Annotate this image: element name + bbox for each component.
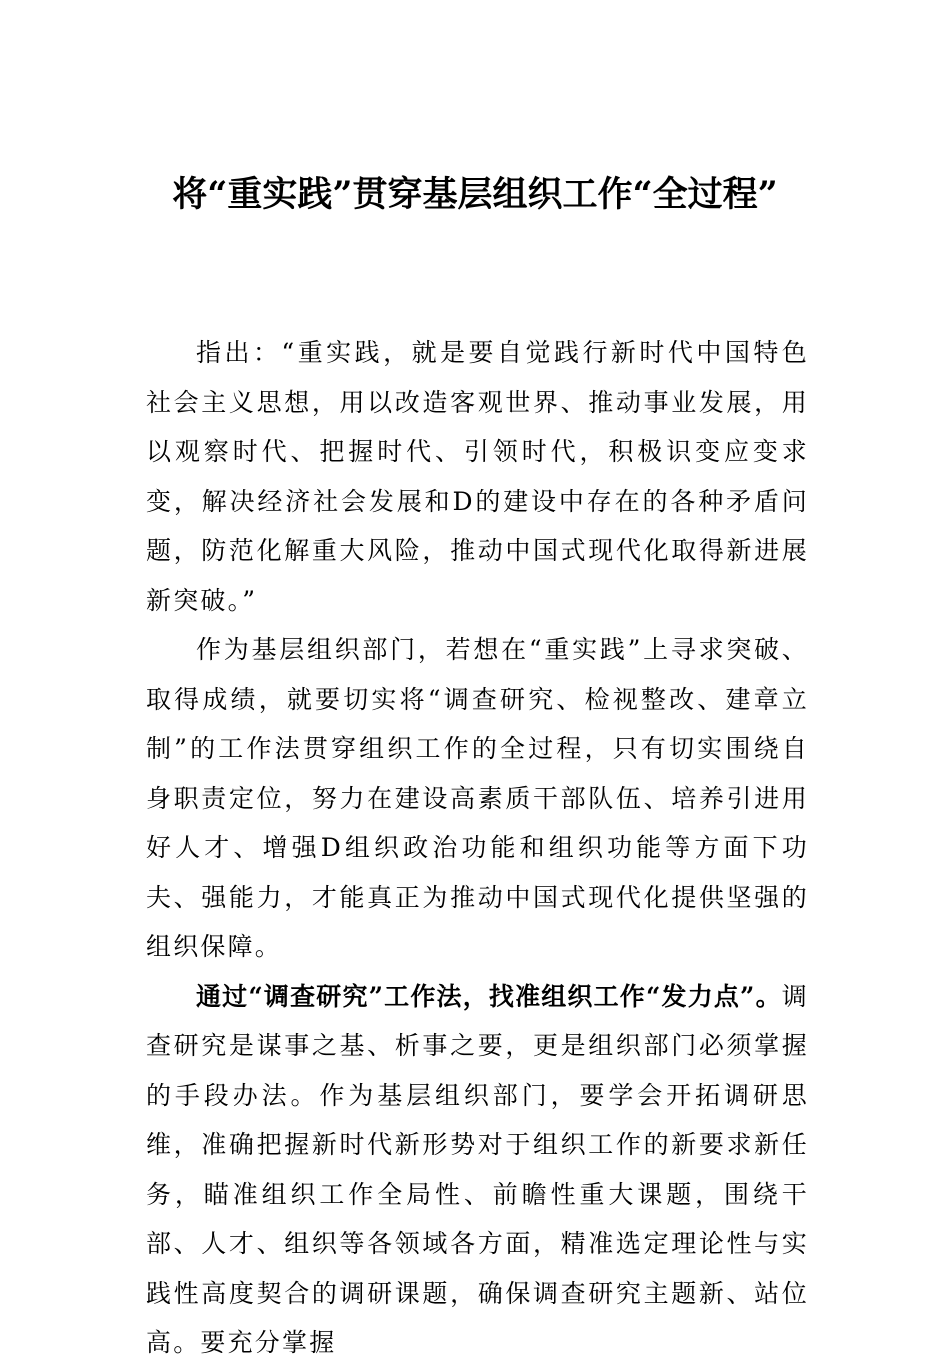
paragraph-quote [146,328,809,625]
paragraph-text: 作为基层组织部门，若想在“重实践”上寻求突破、取得成绩，就要切实将“调查研究、检视整改、建章立制”的工作法贯穿组织工作的全过程，只有切实围绕自身职责定位，努力在建设高素质干部队伍、培养引进用好人才、增强D组织政治功能和组织功能等方面下功夫、强能力，才能真正为推动中国式现代化提供坚强的组织保障。 [146,635,809,961]
paragraph-text: 指出：“重实践，就是要自觉践行新时代中国特色社会主义思想，用以改造客观世界、推动事业发展，用以观察时代、把握时代、引领时代，积极识变应变求变，解决经济社会发展和D的建设中存在的各种矛盾问题，防范化解重大风险，推动中国式现代化取得新进展新突破。” [146,338,809,615]
paragraph-heading: 通过“调查研究”工作法，找准组织工作“发力点”。 [196,981,782,1011]
paragraph-intro [146,625,809,972]
paragraph-text: 调查研究是谋事之基、析事之要，更是组织部门必须掌握的手段办法。作为基层组织部门，要学会开拓调研思维，准确把握新时代新形势对于组织工作的新要求新任务，瞄准组织工作全局性、前瞻性重大课题，围绕干部、人才、组织等各领域各方面，精准选定理论性与实践性高度契合的调研课题，确保调查研究主题新、站位高。要充分掌握 [146,981,809,1357]
paragraph-research [146,972,809,1368]
document-body [146,328,809,1368]
document-title: 将“重实践”贯穿基层组织工作“全过程” [172,174,778,215]
